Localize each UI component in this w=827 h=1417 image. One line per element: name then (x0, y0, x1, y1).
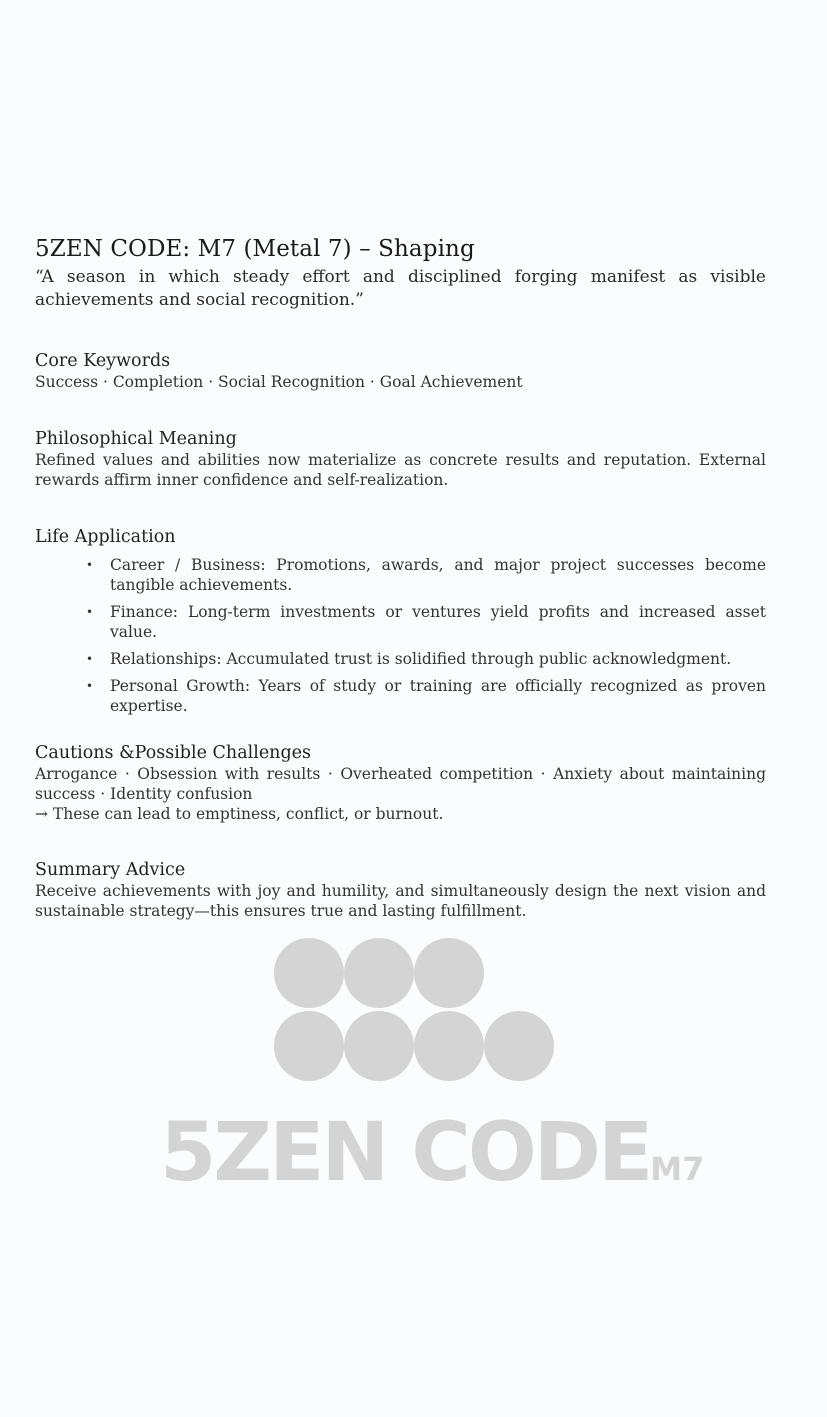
bullet-icon: • (86, 679, 94, 693)
section-philosophical-meaning (35, 428, 766, 490)
logo-dot (414, 1011, 484, 1081)
list-item (86, 555, 766, 595)
logo-dot (414, 938, 484, 1008)
section-text: Refined values and abilities now materialize as concrete results and reputation. External rewards affirm inner confidence and self-realization. (35, 451, 766, 489)
bullet-icon: • (86, 605, 94, 619)
logo-dot (344, 1011, 414, 1081)
section-core-keywords (35, 350, 766, 392)
list-item-text: Personal Growth: Years of study or training are officially recognized as proven expertise. (110, 677, 766, 715)
list-item (86, 602, 766, 642)
section-text: Arrogance · Obsession with results · Overheated competition · Anxiety about maintaining success · Identity confusion (35, 765, 766, 803)
section-cautions (35, 742, 766, 824)
logo-dot (274, 938, 344, 1008)
list-item (86, 676, 766, 716)
section-heading: Life Application (35, 527, 176, 547)
logo-wordmark-text: 5ZEN CODE (160, 1106, 651, 1200)
section-note: → These can lead to emptiness, conflict, or burnout. (35, 805, 444, 823)
section-heading: Core Keywords (35, 351, 171, 371)
document-body (35, 232, 766, 921)
page-title: 5ZEN CODE: M7 (Metal 7) – Shaping (35, 236, 475, 262)
list-item-text: Finance: Long-term investments or ventures yield profits and increased asset value. (110, 603, 766, 641)
logo-dot (274, 1011, 344, 1081)
logo-dot (344, 938, 414, 1008)
logo-dot (484, 1011, 554, 1081)
section-text: Success · Completion · Social Recognition · Goal Achievement (35, 373, 523, 391)
intro-quote: “A season in which steady effort and disciplined forging manifest as visible achievements and social recognition.” (35, 267, 766, 310)
section-heading: Cautions &Possible Challenges (35, 743, 311, 763)
bullet-icon: • (86, 558, 94, 572)
logo-subscript: M7 (650, 1150, 705, 1188)
list-item-text: Relationships: Accumulated trust is solidified through public acknowledgment. (110, 650, 732, 668)
section-text: Receive achievements with joy and humility, and simultaneously design the next vision and sustainable strategy—this ensures true and lasting fulfillment. (35, 882, 766, 920)
life-application-list (35, 555, 766, 716)
section-summary-advice (35, 859, 766, 921)
section-heading: Philosophical Meaning (35, 429, 237, 449)
list-item-text: Career / Business: Promotions, awards, and major project successes become tangible achievements. (110, 556, 766, 594)
logo-wordmark (160, 1108, 704, 1214)
section-heading: Summary Advice (35, 860, 186, 880)
list-item (86, 649, 766, 669)
section-life-application (35, 526, 766, 716)
bullet-icon: • (86, 652, 94, 666)
